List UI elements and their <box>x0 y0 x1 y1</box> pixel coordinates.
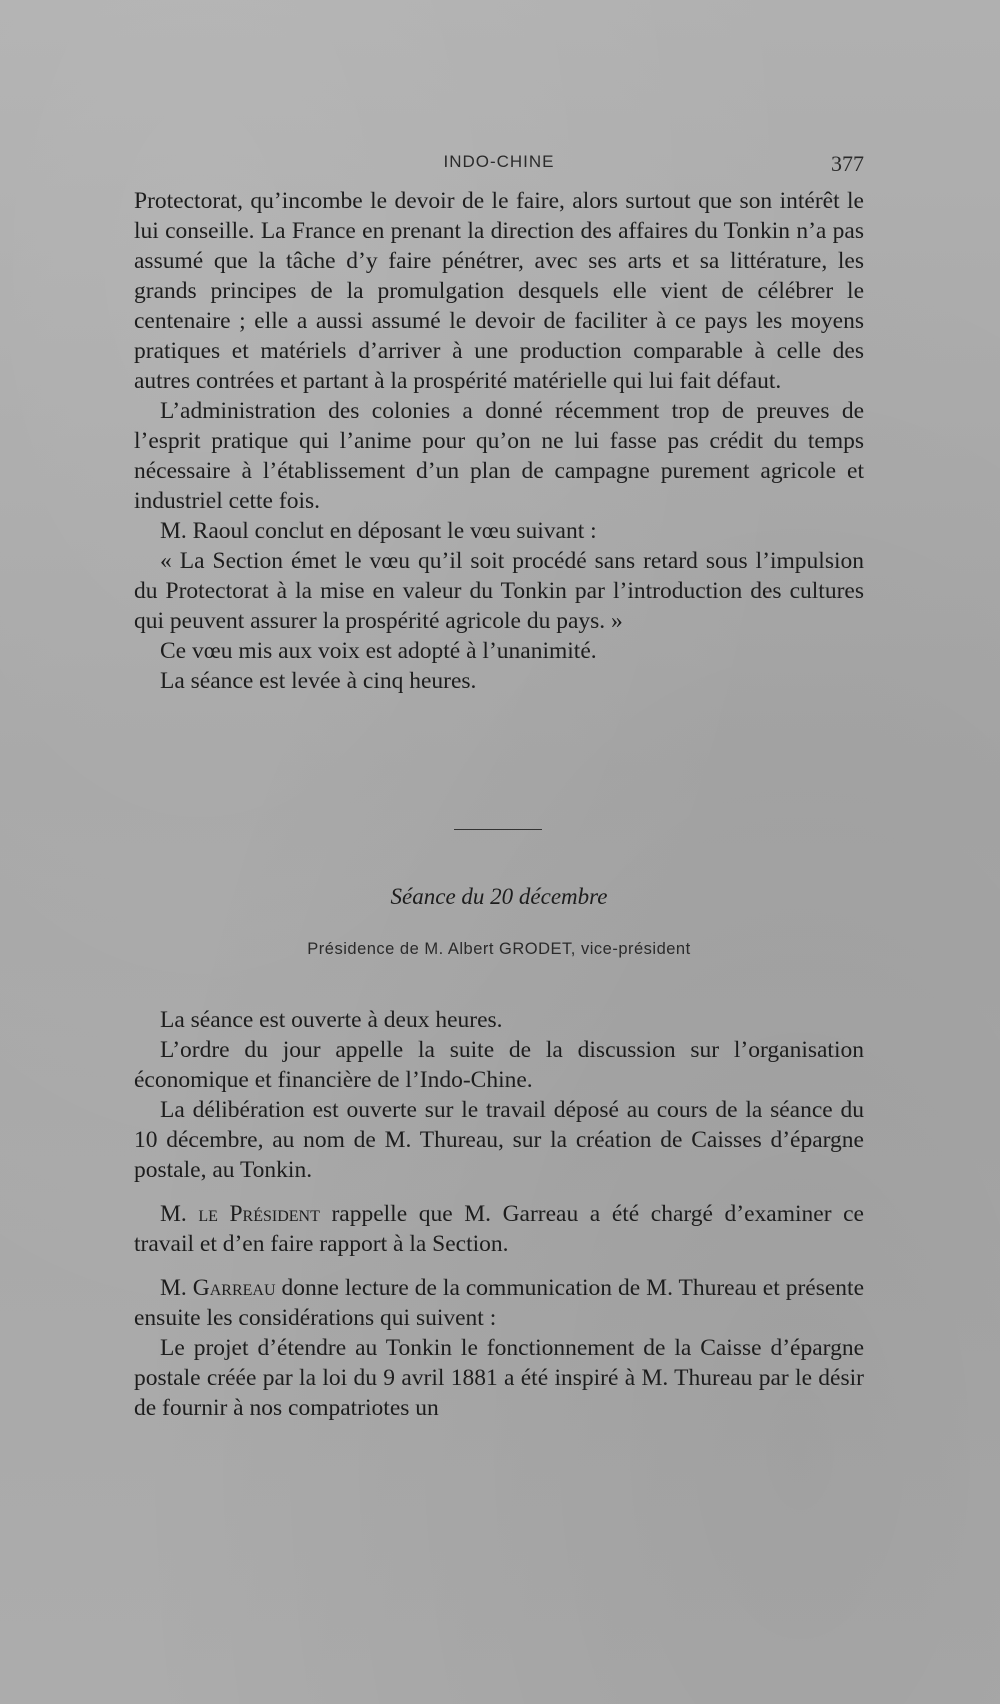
paragraph: L’administration des colonies a donné récemment trop de preuves de l’esprit pratique qui l’anime pour qu’on ne lui fasse pas crédit du temps nécessaire à l’établissement d’un plan de campagne purement agricole et industriel cette fois. <box>134 398 864 514</box>
speaker-name: M. le Président <box>160 1201 320 1227</box>
paragraph: Protectorat, qu’incombe le devoir de le faire, alors surtout que son intérêt le lui conseille. La France en prenant la direction des affaires du Tonkin n’a pas assumé que la tâche d’y faire pénétrer, avec ses arts et sa littérature, les grands principes de la promulgation desquels elle vient de célébrer le centenaire ; elle a aussi assumé le devoir de faciliter à ce pays les moyens pratiques et matériels d’arriver à une production comparable à celle des autres contrées et partant à la prospérité matérielle qui lui fait défaut. <box>134 188 864 394</box>
text-block-previous-session <box>134 186 864 696</box>
paragraph: « La Section émet le vœu qu’il soit procédé sans retard sous l’impulsion du Protectorat à la mise en valeur du Tonkin par l’introduction des cultures qui peuvent assurer la prospérité agricole du pays. » <box>134 548 864 634</box>
paragraph: La séance est ouverte à deux heures. <box>160 1007 503 1033</box>
paragraph: Le projet d’étendre au Tonkin le fonctionnement de la Caisse d’épargne postale créée par la loi du 9 avril 1881 a été inspiré à M. Thureau par le désir de fournir à nos compatriotes un <box>134 1335 864 1421</box>
paragraph <box>134 1273 864 1333</box>
paragraph: La séance est levée à cinq heures. <box>160 668 477 694</box>
paragraph: La délibération est ouverte sur le travail déposé au cours de la séance du 10 décembre, au nom de M. Thureau, sur la création de Caisses d’épargne postale, au Tonkin. <box>134 1097 864 1183</box>
paragraph-text: rappelle que M. Garreau a été chargé d’examiner ce travail et d’en faire rapport à la Section. <box>134 1201 864 1257</box>
section-divider <box>454 829 542 830</box>
paragraph: L’ordre du jour appelle la suite de la discussion sur l’organisation économique et financière de l’Indo-Chine. <box>134 1037 864 1093</box>
paragraph-text: donne lecture de la communication de M. Thureau et présente ensuite les considérations qui suivent : <box>134 1275 864 1331</box>
session-title: Séance du 20 décembre <box>390 884 608 909</box>
running-title: INDO-CHINE <box>443 152 555 171</box>
speaker-name: M. Garreau <box>160 1275 276 1301</box>
page-number: 377 <box>831 151 864 176</box>
paragraph <box>134 1199 864 1259</box>
presidency-line: Présidence de M. Albert GRODET, vice-président <box>307 940 691 958</box>
paragraph: Ce vœu mis aux voix est adopté à l’unanimité. <box>160 638 597 664</box>
running-head <box>134 152 864 180</box>
text-block-session-20-december <box>134 1005 864 1423</box>
paragraph: M. Raoul conclut en déposant le vœu suivant : <box>160 518 597 544</box>
